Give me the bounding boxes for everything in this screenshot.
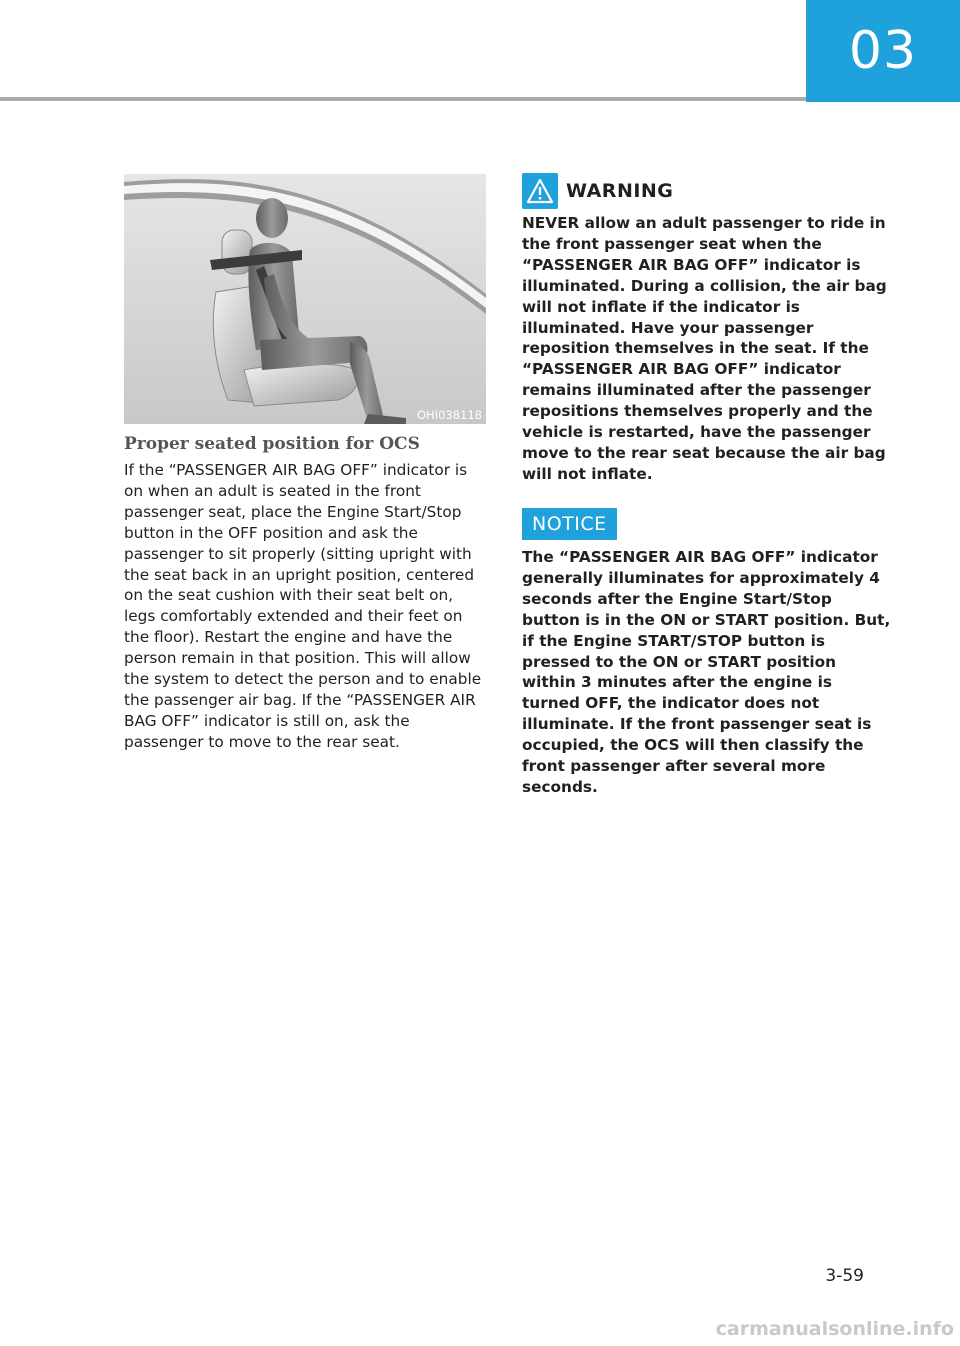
body-paragraph: If the “PASSENGER AIR BAG OFF” indicator is on when an adult is seated in the front passenger seat, place the Engine Start/Stop button in the OFF position and ask the passenger to sit properly (sitting upright with the seat back in an upright position, centered on the seat cushion with their seat belt on, legs comfortably extended and their feet on the floor). Restart the engine and have the person remain in that position. This will allow the system to detect the person and to enable the passenger air bag. If the “PASSENGER AIR BAG OFF” indicator is still on, ask the passenger to move to the rear seat. [124, 461, 482, 751]
notice-badge [522, 508, 617, 540]
chapter-number: 03 [848, 21, 918, 81]
warning-text: NEVER allow an adult passenger to ride in the front passenger seat when the “PASSENGER AIR BAG OFF” indicator is illuminated. During a collision, the air bag will not inflate if the indicator is illuminated. Have your passenger reposition themselves in the seat. If the “PASSENGER AIR BAG OFF” indicator remains illuminated after the passenger repositions themselves properly and the vehicle is restarted, have the passenger move to the rear seat because the air bag will not inflate. [522, 214, 887, 483]
figure-code: OHI038118 [417, 408, 482, 422]
figure-caption: Proper seated position for OCS [124, 434, 420, 454]
illustration-svg [124, 174, 486, 424]
warning-triangle-icon [522, 173, 558, 209]
header-rule [0, 97, 806, 101]
warning-header [522, 172, 673, 210]
notice-title: NOTICE [532, 513, 607, 535]
notice-text: The “PASSENGER AIR BAG OFF” indicator generally illuminates for approximately 4 seconds after the Engine Start/Stop button is in the ON or START position. But, if the Engine START/STOP button is pressed to the ON or START position within 3 minutes after the engine is turned OFF, the indicator does not illuminate. If the front passenger seat is occupied, the OCS will then classify the front passenger after several more seconds. [522, 548, 891, 796]
warning-title: WARNING [566, 180, 674, 202]
seated-position-illustration [124, 174, 486, 424]
chapter-tab [806, 0, 960, 102]
watermark: carmanualsonline.info [715, 1318, 954, 1340]
page-number: 3-59 [825, 1266, 864, 1286]
